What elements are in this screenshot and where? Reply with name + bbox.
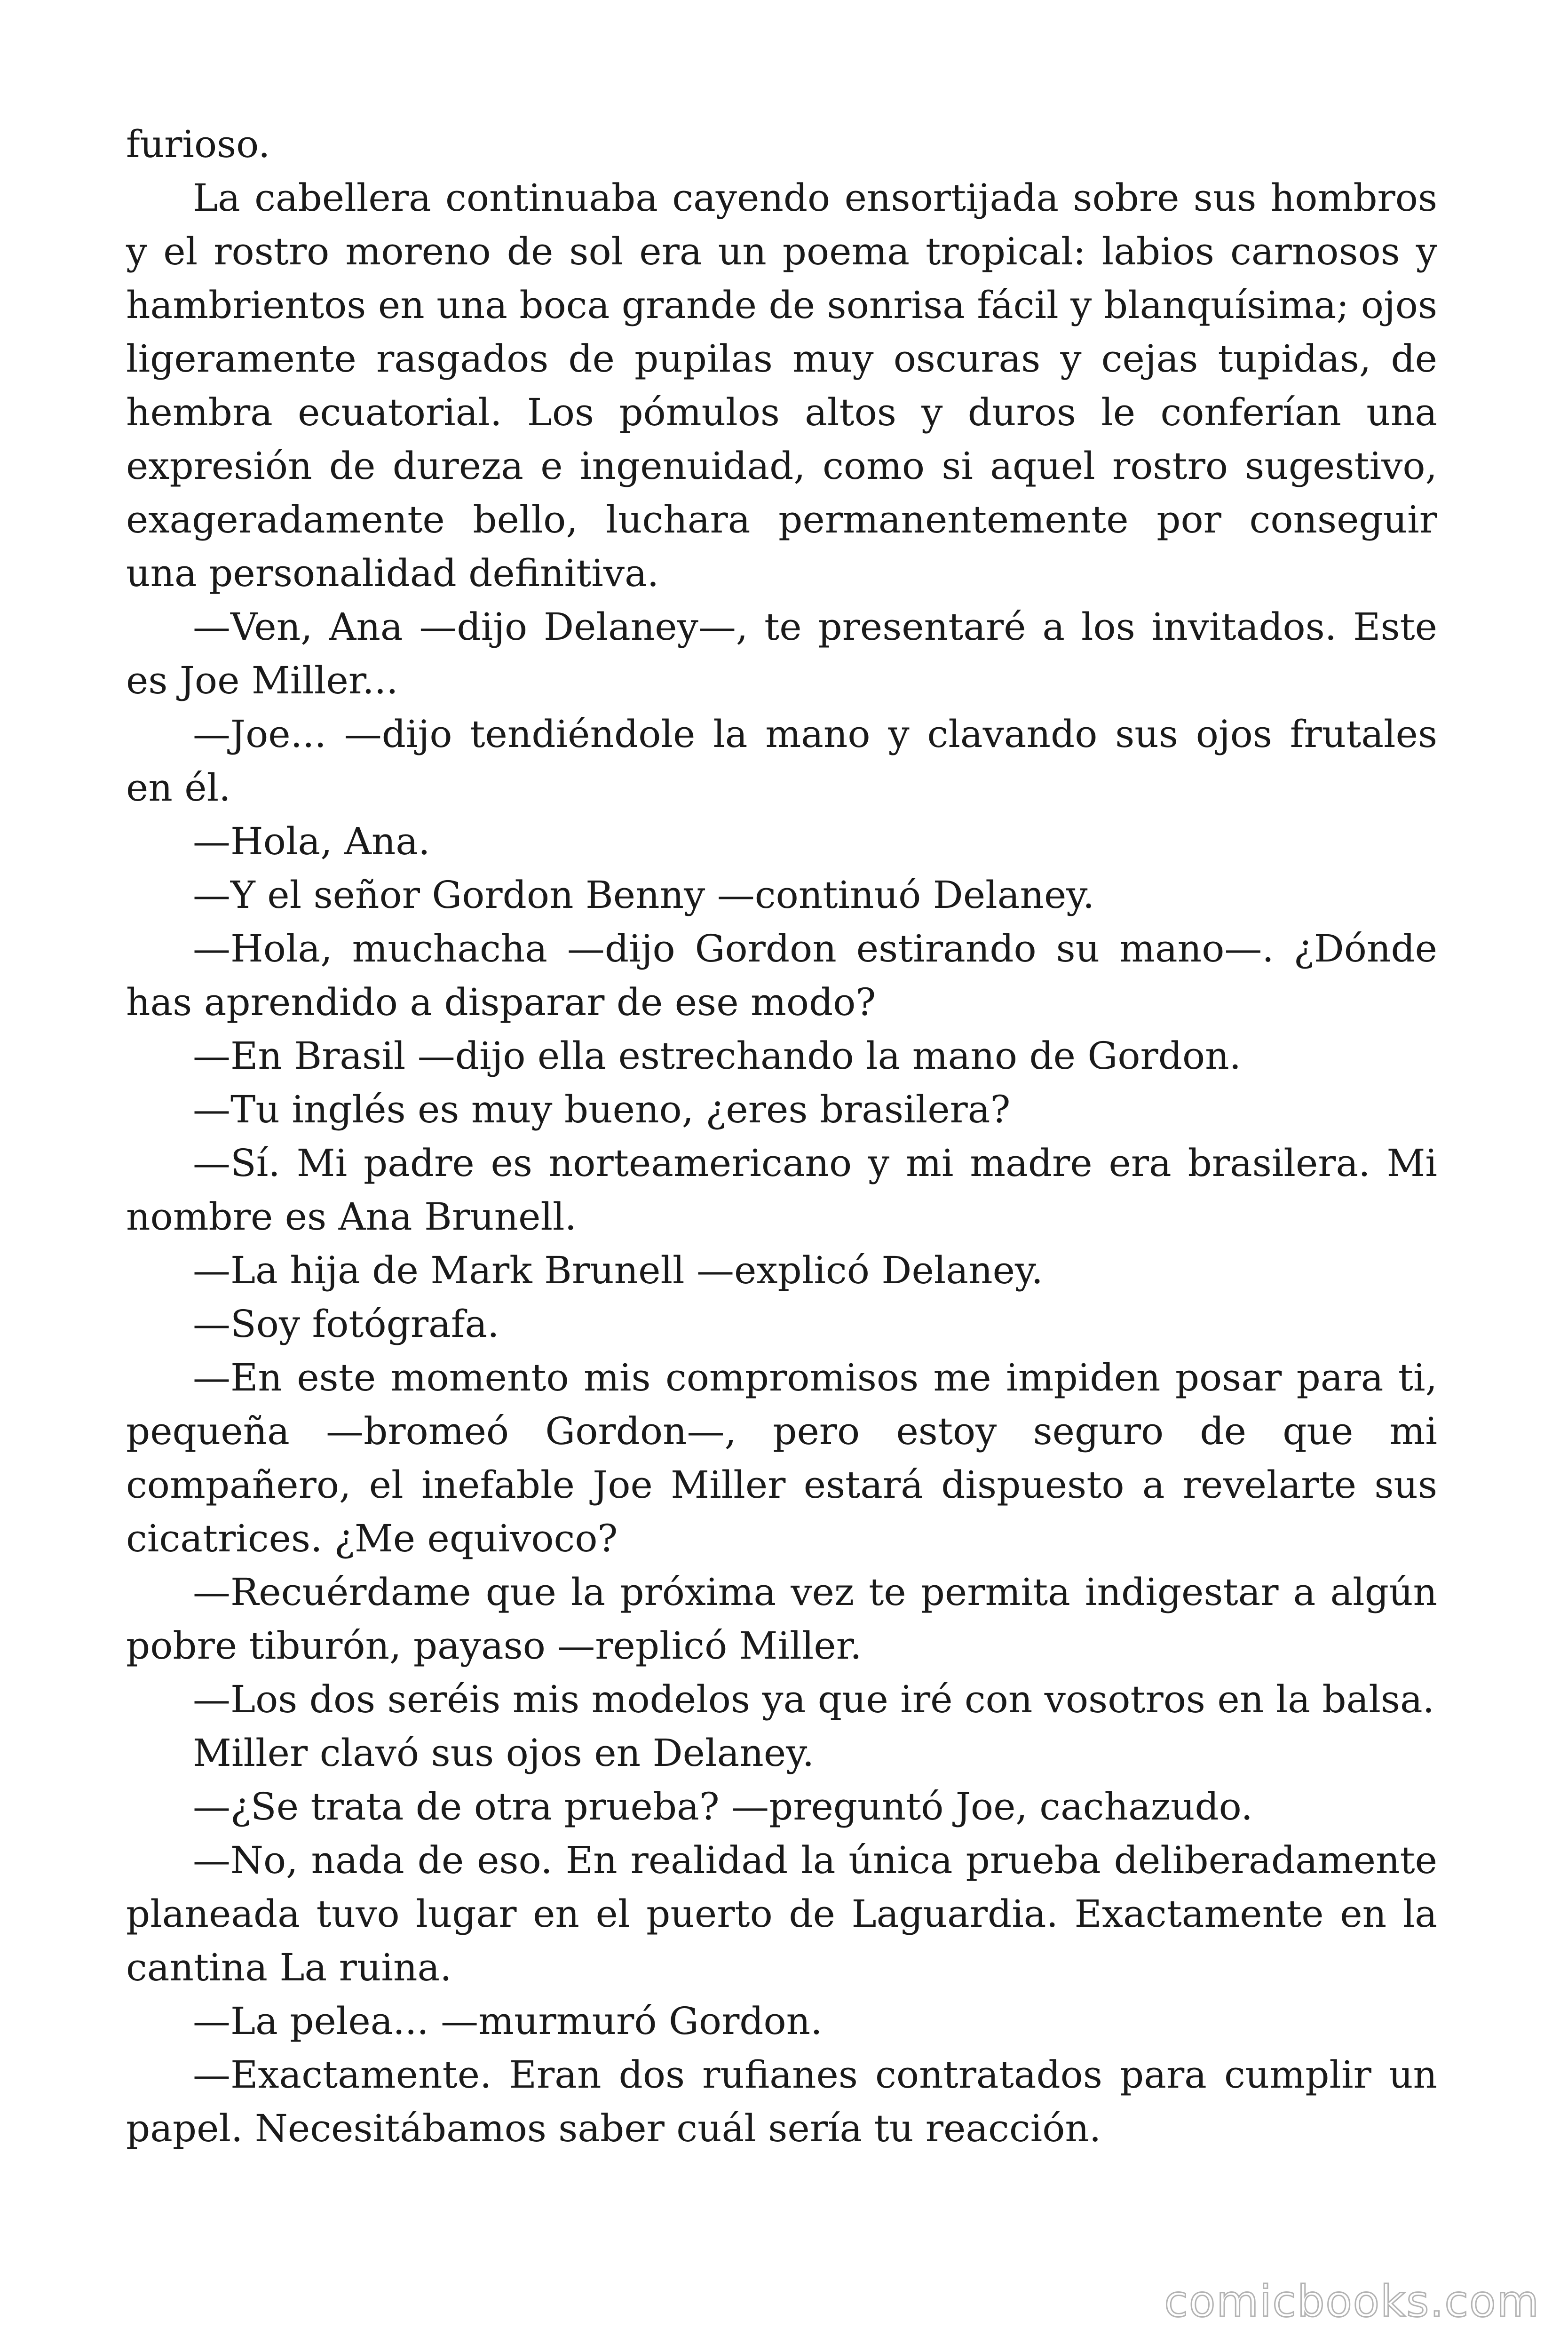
paragraph: —¿Se trata de otra prueba? —preguntó Joe, cachazudo. [193, 1785, 1253, 1828]
paragraph: —Tu inglés es muy bueno, ¿eres brasilera? [193, 1088, 1011, 1131]
paragraph: —La pelea... —murmuró Gordon. [193, 1999, 823, 2043]
paragraph: —Hola, Ana. [193, 819, 430, 863]
paragraph: —La hija de Mark Brunell —explicó Delaney. [193, 1248, 1043, 1292]
paragraph: —Soy fotógrafa. [193, 1302, 499, 1346]
paragraph: —En Brasil —dijo ella estrechando la mano de Gordon. [193, 1034, 1242, 1078]
paragraph: —Los dos seréis mis modelos ya que iré con vosotros en la balsa. [193, 1677, 1435, 1721]
paragraph: —Recuérdame que la próxima vez te permita indigestar a algún pobre tiburón, payaso —replicó Miller. [126, 1570, 1437, 1668]
paragraph: —Joe... —dijo tendiéndole la mano y clavando sus ojos frutales en él. [126, 712, 1437, 810]
paragraph: —Hola, muchacha —dijo Gordon estirando su mano—. ¿Dónde has aprendido a disparar de ese modo? [126, 927, 1437, 1024]
paragraph: Miller clavó sus ojos en Delaney. [193, 1731, 815, 1775]
paragraph: —En este momento mis compromisos me impiden posar para ti, pequeña —bromeó Gordon—, pero estoy seguro de que mi compañero, el inefable Joe Miller estará dispuesto a revelarte sus cicatrices. ¿Me equivoco? [126, 1356, 1437, 1560]
paragraph: —Sí. Mi padre es norteamericano y mi madre era brasilera. Mi nombre es Ana Brunell. [126, 1141, 1437, 1239]
paragraph: —Ven, Ana —dijo Delaney—, te presentaré a los invitados. Este es Joe Miller... [126, 605, 1437, 702]
paragraph: furioso. [126, 122, 270, 166]
paragraph: —Y el señor Gordon Benny —continuó Delaney. [193, 873, 1095, 917]
paragraph: La cabellera continuaba cayendo ensortijada sobre sus hombros y el rostro moreno de sol era un poema tropical: labios carnosos y hambrientos en una boca grande de sonrisa fácil y blanquísima; ojos ligeramente rasgados de pupilas muy oscuras y cejas tupidas, de hembra ecuatorial. Los pómulos altos y duros le conferían una expresión de dureza e ingenuidad, como si aquel rostro sugestivo, exageradamente bello, luchara permanentemente por conseguir una personalidad definitiva. [126, 176, 1437, 595]
page-text [126, 118, 1437, 2155]
watermark: comicbooks.com [1164, 2276, 1540, 2327]
paragraph: —Exactamente. Eran dos rufianes contratados para cumplir un papel. Necesitábamos saber cuál sería tu reacción. [126, 2053, 1437, 2150]
paragraph: —No, nada de eso. En realidad la única prueba deliberadamente planeada tuvo lugar en el puerto de Laguardia. Exactamente en la cantina La ruina. [126, 1838, 1437, 1989]
